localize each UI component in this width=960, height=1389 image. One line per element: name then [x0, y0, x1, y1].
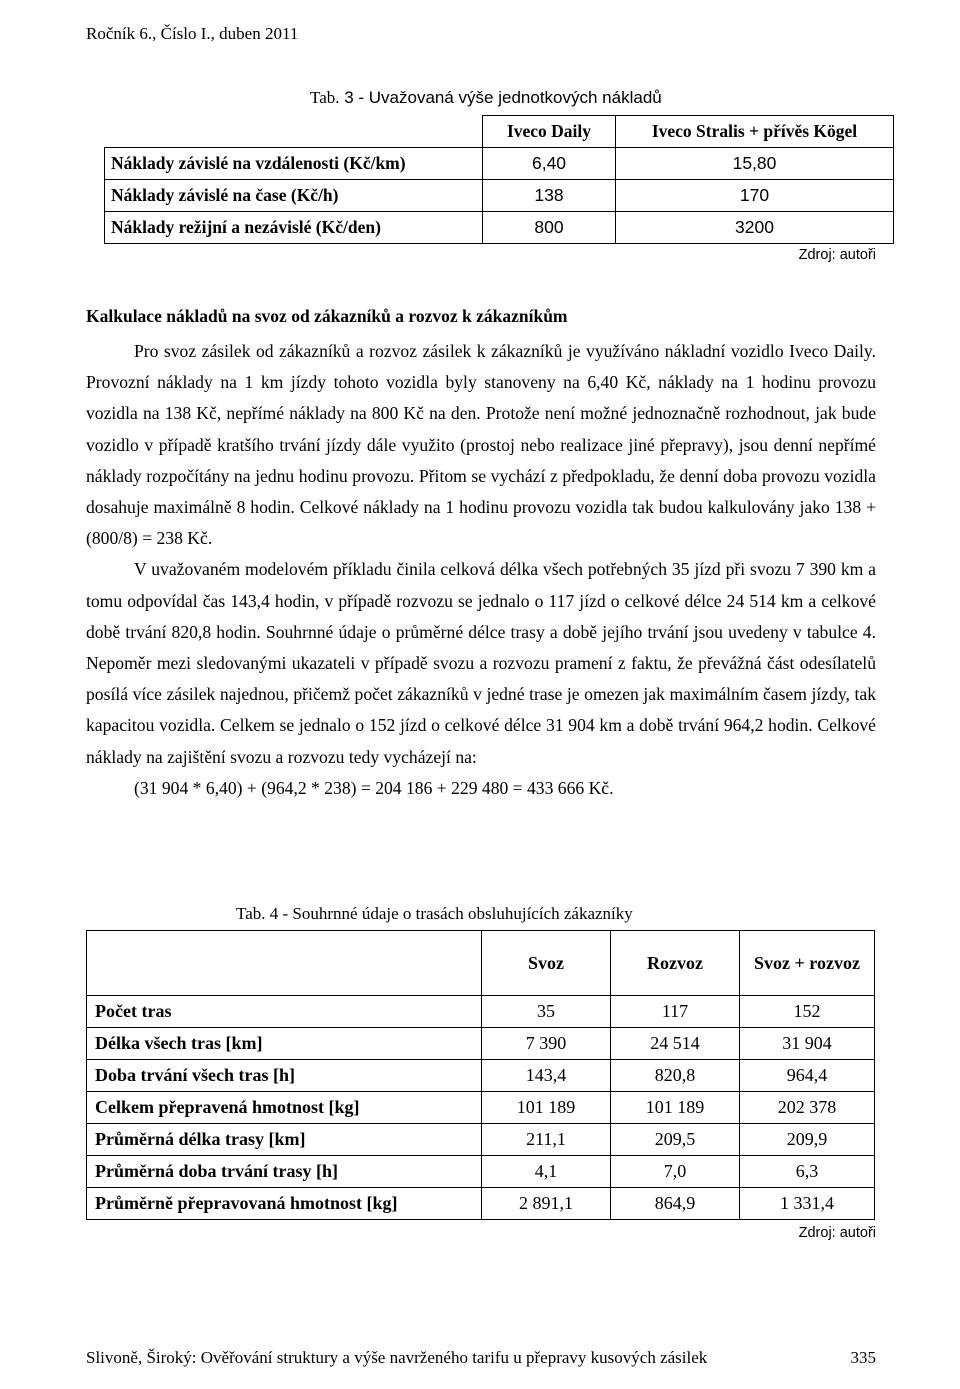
table4-source: Zdroj: autoři — [798, 1225, 876, 1241]
table4-cell: 101 189 — [611, 1092, 740, 1124]
table4-cell: 117 — [611, 996, 740, 1028]
section-title: Kalkulace nákladů na svoz od zákazníků a rozvoz k zákazníkům — [86, 306, 568, 326]
table4-cell: 820,8 — [611, 1060, 740, 1092]
table4-cell: 152 — [740, 996, 875, 1028]
table4-cell: 35 — [482, 996, 611, 1028]
table3-cell: 138 — [483, 180, 616, 212]
table3-caption — [310, 88, 662, 108]
table4-row — [87, 1092, 875, 1124]
table3-source: Zdroj: autoři — [798, 247, 876, 263]
table4-cell: 7,0 — [611, 1156, 740, 1188]
table3-row-label: Náklady režijní a nezávislé (Kč/den) — [105, 212, 483, 244]
table4-cell: 24 514 — [611, 1028, 740, 1060]
table4-corner-cell — [87, 931, 482, 996]
table4-cell: 101 189 — [482, 1092, 611, 1124]
table3-corner-cell — [105, 116, 483, 148]
table4-cell: 209,9 — [740, 1124, 875, 1156]
table3-cell: 15,80 — [616, 148, 894, 180]
table4-cell: 143,4 — [482, 1060, 611, 1092]
page-number: 335 — [850, 1348, 876, 1367]
footer-text: Slivoně, Široký: Ověřování struktury a výše navrženého tarifu u přepravy kusových zásilek — [86, 1348, 708, 1367]
table4-row — [87, 1156, 875, 1188]
table4-row — [87, 996, 875, 1028]
table4-cell: 211,1 — [482, 1124, 611, 1156]
table3 — [104, 115, 894, 244]
table4-col-header: Svoz — [482, 931, 611, 996]
table3-cell: 6,40 — [483, 148, 616, 180]
table3-col-header: Iveco Daily — [483, 116, 616, 148]
table3-row — [105, 212, 894, 244]
table3-row-label: Náklady závislé na vzdálenosti (Kč/km) — [105, 148, 483, 180]
table4-row — [87, 1124, 875, 1156]
table3-row-label: Náklady závislé na čase (Kč/h) — [105, 180, 483, 212]
table3-header-row — [105, 116, 894, 148]
running-header: Ročník 6., Číslo I., duben 2011 — [86, 24, 299, 43]
table3-cell: 3200 — [616, 212, 894, 244]
table4-cell: 202 378 — [740, 1092, 875, 1124]
table3-caption-prefix: Tab. — [310, 88, 340, 107]
running-footer — [86, 1348, 876, 1368]
table4-cell: 1 331,4 — [740, 1188, 875, 1220]
table4-header-row — [87, 931, 875, 996]
table4-cell: 864,9 — [611, 1188, 740, 1220]
body-text — [86, 336, 876, 804]
table4-row-label: Průměrná délka trasy [km] — [87, 1124, 482, 1156]
table4-row — [87, 1060, 875, 1092]
paragraph: V uvažovaném modelovém příkladu činila celková délka všech potřebných 35 jízd při svozu 7 390 km a tomu odpovídal čas 143,4 hodin, v případě rozvozu se jednalo o 117 jízd o celkové délce 24 514 km a celkové době trvání 820,8 hodin. Souhrnné údaje o průměrné délce trasy a době jejího trvání jsou uvedeny v tabulce 4. Nepoměr mezi sledovanými ukazateli v případě svozu a rozvozu pramení z faktu, že převážná část odesílatelů posílá více zásilek najednou, přičemž počet zákazníků v jedné trase je omezen jak maximálním časem jízdy, tak kapacitou vozidla. Celkem se jednalo o 152 jízd o celkové délce 31 904 km a době trvání 964,2 hodin. Celkové náklady na zajištění svozu a rozvozu tedy vycházejí na: — [86, 559, 876, 767]
table4-cell: 7 390 — [482, 1028, 611, 1060]
table4 — [86, 930, 875, 1220]
table4-cell: 209,5 — [611, 1124, 740, 1156]
table4-col-header: Svoz + rozvoz — [740, 931, 875, 996]
formula: (31 904 * 6,40) + (964,2 * 238) = 204 186 + 229 480 = 433 666 Kč. — [134, 777, 614, 798]
table4-col-header: Rozvoz — [611, 931, 740, 996]
table3-row — [105, 180, 894, 212]
table4-row-label: Průměrná doba trvání trasy [h] — [87, 1156, 482, 1188]
table3-col-header: Iveco Stralis + přívěs Kögel — [616, 116, 894, 148]
table3-cell: 800 — [483, 212, 616, 244]
table4-row-label: Průměrně přepravovaná hmotnost [kg] — [87, 1188, 482, 1220]
table4-row-label: Délka všech tras [km] — [87, 1028, 482, 1060]
table4-row — [87, 1188, 875, 1220]
table4-row-label: Počet tras — [87, 996, 482, 1028]
table4-cell: 31 904 — [740, 1028, 875, 1060]
table4-cell: 4,1 — [482, 1156, 611, 1188]
table4-row — [87, 1028, 875, 1060]
table3-caption-text: 3 - Uvažovaná výše jednotkových nákladů — [339, 88, 662, 107]
table4-cell: 2 891,1 — [482, 1188, 611, 1220]
table4-cell: 6,3 — [740, 1156, 875, 1188]
table4-cell: 964,4 — [740, 1060, 875, 1092]
table4-row-label: Celkem přepravená hmotnost [kg] — [87, 1092, 482, 1124]
table4-caption: Tab. 4 - Souhrnné údaje o trasách obsluhujících zákazníky — [236, 904, 633, 923]
table4-row-label: Doba trvání všech tras [h] — [87, 1060, 482, 1092]
table3-cell: 170 — [616, 180, 894, 212]
table3-row — [105, 148, 894, 180]
paragraph: Pro svoz zásilek od zákazníků a rozvoz zásilek k zákazníků je využíváno nákladní vozidlo Iveco Daily. Provozní náklady na 1 km jízdy tohoto vozidla byly stanoveny na 6,40 Kč, náklady na 1 hodinu provozu vozidla na 138 Kč, nepřímé náklady na 800 Kč na den. Protože není možné jednoznačně rozhodnout, jak bude vozidlo v případě kratšího trvání jízdy dále využito (prostoj nebo realizace jiné přepravy), jsou denní nepřímé náklady rozpočítány na jednu hodinu provozu. Přitom se vychází z předpokladu, že denní doba provozu vozidla dosahuje maximálně 8 hodin. Celkové náklady na 1 hodinu provozu vozidla tak budou kalkulovány jako 138 + (800/8) = 238 Kč. — [86, 341, 876, 549]
